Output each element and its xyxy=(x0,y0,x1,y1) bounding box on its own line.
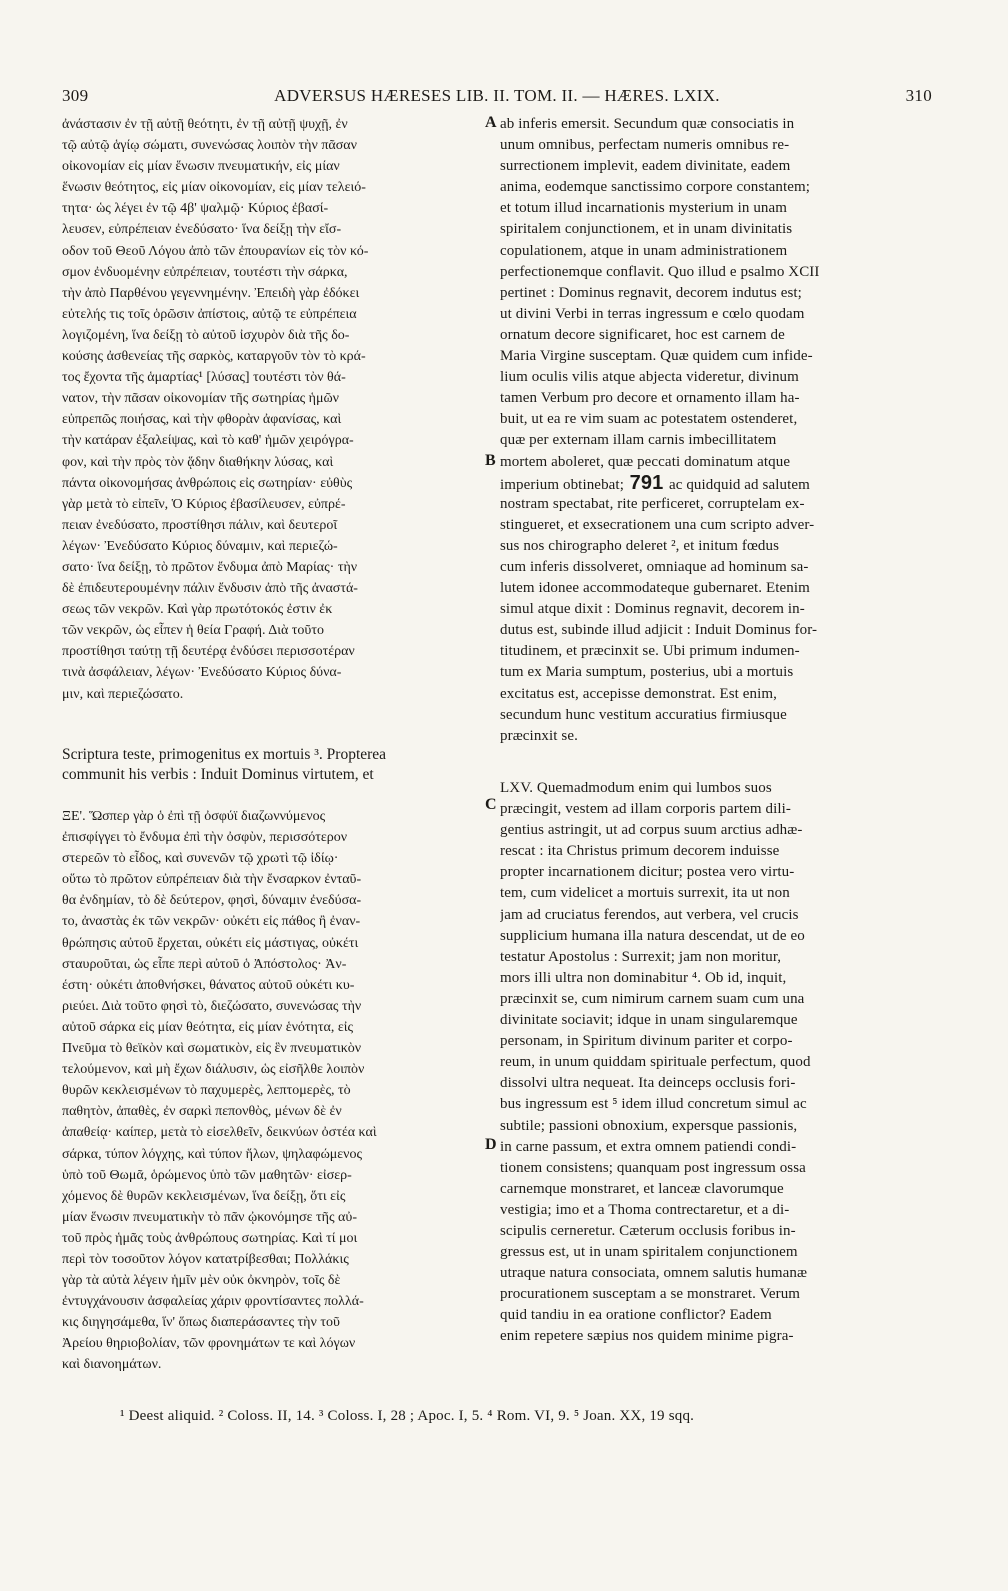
text-line: ὑπὸ τοῦ Θωμᾶ, ὁρώμενος ὑπὸ τῶν μαθητῶν· εἰσερ- xyxy=(62,1167,352,1183)
greek-column-top xyxy=(62,114,484,705)
text-line: τητα· ὡς λέγει ἐν τῷ 4β' ψαλμῷ· Κύριος ἐβασί- xyxy=(62,201,329,217)
text-line: τοῦ πρὸς ἡμᾶς τοὺς ἀνθρώπους σωτηρίας. Καὶ τί μοι xyxy=(62,1230,358,1246)
text-line: ἐπισφίγγει τὸ ἔνδυμα ἐπὶ τὴν ὀσφὺν, περισσότερον xyxy=(62,830,348,846)
text-line: τὴν κατάραν ἐξαλείψας, καὶ τὸ καθ' ἡμῶν χειρόγρα- xyxy=(62,433,354,449)
text-line: κούσης ἀσθενείας τῆς σαρκὸς, καταργοῦν τὸν τὸ κρά- xyxy=(62,349,366,365)
text-line: εὐτελής τις τοῖς ὁρῶσιν ἀπίστοις, αὐτῷ τε εὐπρέπεια xyxy=(62,306,357,322)
text-line: copulationem, atque in unam administrationem xyxy=(500,242,788,259)
text-line: personam, in Spiritum divinum pariter et corpo- xyxy=(500,1033,793,1050)
text-line: præcingit, vestem ad illam corporis partem dili- xyxy=(500,801,791,818)
text-line: anima, eodemque sanctissimo corpore constantem; xyxy=(500,179,811,196)
text-line: spiritalem conjunctionem, et in unam divinitatis xyxy=(500,221,793,238)
text-line: τελούμενον, καὶ μὴ ἔχων διάλυσιν, ὡς εἰσῆλθε λοιπὸν xyxy=(62,1062,365,1078)
footnotes: ¹ Deest aliquid. ² Coloss. II, 14. ³ Coloss. I, 28 ; Apoc. I, 5. ⁴ Rom. VI, 9. ⁵ Joan. XX, 19 sqq. xyxy=(120,1408,695,1424)
text-line: γὰρ μετὰ τὸ εἰπεῖν, Ὁ Κύριος ἐβασίλευσεν, εὐπρέ- xyxy=(62,496,346,512)
text-line: tum ex Maria sumptum, posterius, ubi a mortuis xyxy=(500,664,794,681)
text-line: εὐπρεπῶς ποιήσας, καὶ τὴν φθορὰν ἀφανίσας, καὶ xyxy=(62,412,342,428)
text-line: testatur Apostolus : Surrexit; jam non moritur, xyxy=(500,948,782,965)
text-line: vestigia; imo et a Thoma contrectaretur, et a di- xyxy=(500,1201,790,1218)
text-line: πάντα οἰκονομήσας ἀνθρώποις εἰς σωτηρίαν· εὐθὺς xyxy=(62,475,353,491)
text-line: utraque natura consociata, omnem salutis humanæ xyxy=(500,1265,808,1282)
text-line: rescat : ita Christus primum decorem induisse xyxy=(500,843,780,860)
text-line: μιν, καὶ περιεζώσατο. xyxy=(62,686,184,702)
text-line: pertinet : Dominus regnavit, decorem indutus est; xyxy=(500,284,802,301)
text-line: χόμενος δὲ θυρῶν κεκλεισμένων, ἵνα δείξῃ, ὅτι εἰς xyxy=(62,1188,346,1204)
text-line: ἀπαθείᾳ· καίπερ, μετὰ τὸ εἰσελθεῖν, δεικνύων ὀστέα καὶ xyxy=(62,1125,377,1141)
text-line: secundum hunc vestitum accuratius firmiusque xyxy=(500,706,787,723)
text-line: carnemque monstraret, et lanceæ clavorumque xyxy=(500,1180,784,1197)
text-line: στερεῶν τὸ εἶδος, καὶ συνενῶν τῷ χρωτὶ τῷ ἰδίῳ· xyxy=(62,851,339,867)
text-line: divinitate sociavit; idque in unam singularemque xyxy=(500,1012,798,1029)
text-line: tionem consistens; quanquam post ingressum ossa xyxy=(500,1159,806,1176)
text-line: σάρκα, τύπον λόγχης, καὶ τύπον ἥλων, ψηλαφώμενος xyxy=(62,1146,363,1162)
text-line: Maria Virgine susceptam. Quæ quidem cum infide- xyxy=(500,348,813,365)
column-number: 791 xyxy=(623,471,669,494)
text-line: δὲ ἐπιδευτερουμένην πάλιν ἔνδυσιν ἀπὸ τῆς ἀναστά- xyxy=(62,581,358,597)
running-header xyxy=(62,86,932,110)
text-line: ΞΕ'. Ὥσπερ γὰρ ὁ ἐπὶ τῇ ὀσφύϊ διαζωννύμενος xyxy=(62,809,326,824)
text-line: reum, in unum quiddam spirituale perfectum, quod xyxy=(500,1054,811,1071)
text-line: supplicium humana illa natura descendat, ut de eo xyxy=(500,927,805,944)
text-line: ab inferis emersit. Secundum quæ consociatis in xyxy=(500,116,795,132)
text-line: τὴν ἀπὸ Παρθένου γεγεννημένην. Ἐπειδὴ γὰρ ἐδόκει xyxy=(62,285,360,301)
text-line: θα ἐνδημίαν, τὸ δὲ δεύτερον, φησὶ, δύναμιν ἐνεδύσα- xyxy=(62,893,362,909)
text-line: το, ἀναστὰς ἐκ τῶν νεκρῶν· οὐκέτι εἰς πάθος ἢ ἐναν- xyxy=(62,914,361,930)
text-line: gentius astringit, ut ad corpus suum arctius adhæ- xyxy=(500,822,803,839)
text-line: tem, cum videlicet a mortuis surrexit, ita ut non xyxy=(500,885,790,902)
text-line xyxy=(500,473,902,494)
text-line: nostram spectabat, rite perficeret, corruptelam ex- xyxy=(500,495,805,512)
text-line: θυρῶν κεκλεισμένων τὸ παχυμερὲς, λεπτομερὲς, τὸ xyxy=(62,1083,351,1099)
text-line: ἐντυγχάνουσιν ἀσφαλείας χάριν φροντίσαντες πολλά- xyxy=(62,1294,364,1310)
text-line: LXV. Quemadmodum enim qui lumbos suos xyxy=(500,780,772,796)
text-line: Πνεῦμα τὸ θεϊκὸν καὶ σωματικὸν, εἰς ἓν πνευματικὸν xyxy=(62,1041,362,1057)
running-title: ADVERSUS HÆRESES LIB. II. TOM. II. — HÆRES. LXIX. xyxy=(274,86,720,105)
text-line: ornatum decore significaret, hoc est carnem de xyxy=(500,326,785,343)
text-line: νατον, τὴν πᾶσαν οἰκονομίαν τῆς σωτηρίας ἡμῶν xyxy=(62,391,339,407)
page-number-right: 310 xyxy=(905,86,932,105)
text-line: σταυροῦται, ὡς εἶπε περὶ αὐτοῦ ὁ Ἀπόστολος· Ἀν- xyxy=(62,956,347,972)
text-line: subtile; passioni obnoxium, expersque passionis, xyxy=(500,1117,798,1134)
text-line: θρώπησις αὐτοῦ ἔρχεται, οὐκέτι εἰς μάστιγας, οὐκέτι xyxy=(62,935,359,951)
text-line: ριεύει. Διὰ τοῦτο φησὶ τὸ, διεζώσατο, συνενώσας τὴν xyxy=(62,998,362,1014)
greek-column-bottom xyxy=(62,806,484,1376)
text-line: γὰρ τὰ αὐτὰ λέγειν ἡμῖν μὲν οὐκ ὀκνηρὸν, τοῖς δὲ xyxy=(62,1273,341,1289)
latin-column-bottom xyxy=(500,778,902,1348)
margin-letter-b: B xyxy=(485,452,496,469)
text-line: quid tandiu in ea oratione conflictor? Eadem xyxy=(500,1307,772,1324)
text-line: ἀνάστασιν ἐν τῇ αὐτῇ θεότητι, ἐν τῇ αὐτῇ ψυχῇ, ἐν xyxy=(62,117,348,132)
text-line: παθητὸν, ἀπαθὲς, ἐν σαρκὶ πεπονθὸς, μένων δὲ ἐν xyxy=(62,1104,342,1120)
text-line: enim repetere sæpius nos quidem minime pigra- xyxy=(500,1328,794,1345)
text-line: dutus est, subinde illud adjicit : Induit Dominus for- xyxy=(500,622,818,639)
text-line: cum inferis dissolveret, omniaque ad hominum sa- xyxy=(500,558,809,575)
text-line: περὶ τὸν τοσοῦτον λόγον κατατρίβεσθαι; Πολλάκις xyxy=(62,1251,349,1267)
text-line: οδον τοῦ Θεοῦ Λόγου ἀπὸ τῶν ἐπουρανίων εἰς τὸν κό- xyxy=(62,243,369,259)
text-line: propter incarnationem dicitur; postea vero virtu- xyxy=(500,864,795,881)
text-line: Ἀρείου θηριοβολίαν, τῶν φρονημάτων τε καὶ λόγων xyxy=(62,1336,356,1352)
text-line: bus ingressum est ⁵ idem illud concretum simul ac xyxy=(500,1096,807,1113)
text-line: buit, ut ea re vim suam ac potestatem ostenderet, xyxy=(500,411,798,428)
text-line: προστίθησι ταύτῃ τῇ δευτέρᾳ ἐνδύσει περισσοτέραν xyxy=(62,644,355,660)
text-line: mortem aboleret, quæ peccati dominatum atque xyxy=(500,453,791,470)
text-line: mors illi ultra non dominabitur ⁴. Ob id, inquit, xyxy=(500,969,787,986)
text-line: quæ per externam illam carnis imbecillitatem xyxy=(500,432,777,449)
text-line: λέγων· Ἐνεδύσατο Κύριος δύναμιν, καὶ περιεζώ- xyxy=(62,538,338,554)
page-number-left: 309 xyxy=(62,86,89,105)
text-line: lutem idonee accommodateque gubernaret. Etenim xyxy=(500,580,810,597)
text-line: in carne passum, et extra omnem patiendi condi- xyxy=(500,1138,797,1155)
margin-letter-d: D xyxy=(485,1136,497,1153)
text-line: μίαν ἕνωσιν πνευματικὴν τὸ πᾶν ᾠκονόμησε τῆς αὐ- xyxy=(62,1209,357,1225)
text-line: præcinxit se. xyxy=(500,727,578,744)
text-line: οἰκονομίαν εἰς μίαν ἕνωσιν πνευματικήν, εἰς μίαν xyxy=(62,159,340,175)
text-line: gressus est, ut in unam spiritalem conjunctionem xyxy=(500,1244,798,1261)
spanning-line-2: communit his verbis : Induit Dominus virtutem, et xyxy=(62,766,374,783)
text-line: έστη· οὐκέτι ἀποθνήσκει, θάνατος αὐτοῦ οὐκέτι κυ- xyxy=(62,977,355,993)
text-line: τῷ αὐτῷ ἁγίῳ σώματι, συνενώσας λοιπὸν τὴν πᾶσαν xyxy=(62,138,357,154)
text-line: τῶν νεκρῶν, ὡς εἶπεν ἡ θεία Γραφή. Διὰ τοῦτο xyxy=(62,623,324,639)
text-line: λευσεν, εὐπρέπειαν ἐνεδύσατο· ἵνα δείξῃ τὴν εἴσ- xyxy=(62,222,342,238)
text-line: σεως τῶν νεκρῶν. Καὶ γὰρ πρωτότοκός ἐστιν ἐκ xyxy=(62,602,333,618)
text-line: τινὰ ἀσφάλειαν, λέγων· Ἐνεδύσατο Κύριος δύνα- xyxy=(62,665,342,681)
text-line: sus nos chirographo deleret ², et initum fœdus xyxy=(500,537,780,554)
text-line: καὶ διανοημάτων. xyxy=(62,1357,162,1373)
text-line: perfectionemque conflavit. Quo illud e psalmo XCII xyxy=(500,263,820,280)
text-line: πειαν ἐνεδύσατο, προστίθησι πάλιν, καὶ δευτεροῖ xyxy=(62,517,338,533)
text-line: tamen Verbum pro decore et ornamento illam ha- xyxy=(500,390,800,407)
text-line: σατο· ἵνα δείξῃ, τὸ πρῶτον ἔνδυμα ἀπὸ Μαρίας· τὴν xyxy=(62,559,358,575)
margin-letter-c: C xyxy=(485,796,497,813)
text-line: titudinem, et præcinxit se. Ubi primum indumen- xyxy=(500,643,800,660)
text-line: lium oculis vilis atque abjecta videretur, divinum xyxy=(500,369,799,386)
spanning-line-1: Scriptura teste, primogenitus ex mortuis ³. Propterea xyxy=(62,746,387,763)
text-line: surrectionem implevit, eadem divinitate, eadem xyxy=(500,158,791,175)
text-line: φον, καὶ τὴν πρὸς τὸν ᾅδην διαθήκην λύσας, καὶ xyxy=(62,454,334,470)
text-line: præcinxit se, cum nimirum carnem suam cum una xyxy=(500,990,805,1007)
text-line: οὕτω τὸ πρῶτον εὐπρέπειαν διὰ τὴν ἔνσαρκον ἐνταῦ- xyxy=(62,872,362,888)
text-line: stingueret, et exsecrationem una cum scripto adver- xyxy=(500,516,815,533)
latin-column-top xyxy=(500,114,902,747)
text-line: procurationem susceptam a se monstraret. Verum xyxy=(500,1286,801,1303)
text-line: κις διηγησάμεθα, ἵν' ὅπως διαπεράσαντες τὴν τοῦ xyxy=(62,1315,340,1331)
text-line: ἕνωσιν θεότητος, εἰς μίαν οἰκονομίαν, εἰς μίαν τελειό- xyxy=(62,180,366,196)
text-line: σμον ἐνδυομένην εὐπρέπειαν, τουτέστι τὴν σάρκα, xyxy=(62,264,348,280)
text-line: τος ἔχοντα τῆς ἁμαρτίας¹ [λύσας] τουτέστι τὸν θά- xyxy=(62,370,346,386)
text-line: scipulis cerneretur. Cæterum occlusis foribus in- xyxy=(500,1222,796,1239)
text-line: et totum illud incarnationis mysterium in unam xyxy=(500,200,788,217)
text-line: αὐτοῦ σάρκα εἰς μίαν θεότητα, εἰς μίαν ἑνότητα, εἰς xyxy=(62,1019,354,1035)
text-line: ut divini Verbi in terras ingressum e cœlo quodam xyxy=(500,305,805,322)
text-line: λογιζομένη, ἵνα δείξῃ τὸ αὐτοῦ ἰσχυρὸν διὰ τῆς δο- xyxy=(62,327,350,343)
text-line: jam ad cruciatus ferendos, aut verbera, vel crucis xyxy=(500,906,799,923)
text-line: unum omnibus, perfectam numeris omnibus re- xyxy=(500,137,790,154)
text-line: dissolvi ultra nequeat. Ita deinceps occlusis fori- xyxy=(500,1075,796,1092)
text-line: excitatus est, accepisse demonstrat. Est enim, xyxy=(500,685,778,702)
text-line: imperium obtinebat; xyxy=(500,476,624,493)
text-line: ac quidquid ad salutem xyxy=(668,476,810,493)
text-line: simul atque dixit : Dominus regnavit, decorem in- xyxy=(500,601,805,618)
margin-letter-a: A xyxy=(485,114,497,131)
